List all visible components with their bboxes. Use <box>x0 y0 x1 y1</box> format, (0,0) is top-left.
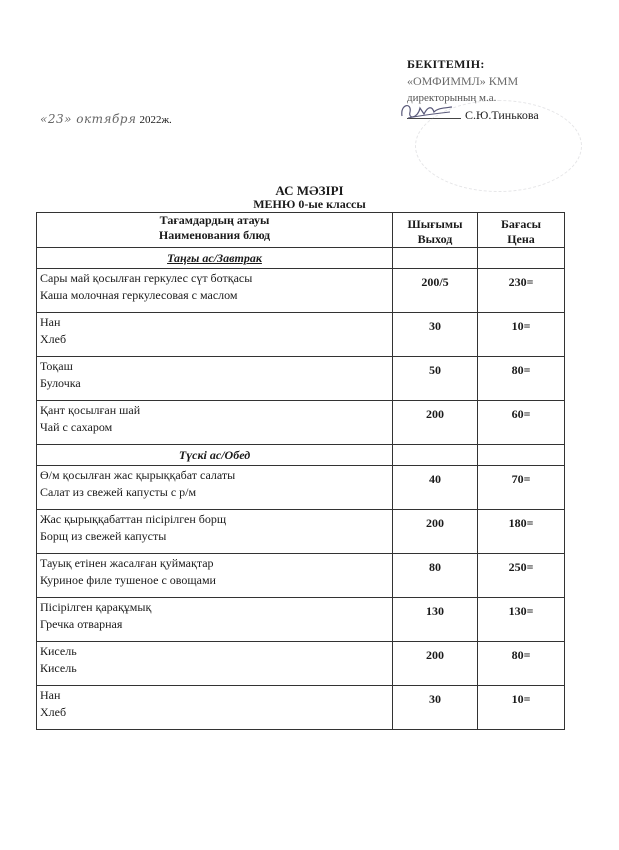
dish-name-kk: Нан <box>40 315 61 329</box>
table-header-row <box>37 213 565 248</box>
dish-name-ru: Каша молочная геркулесовая с маслом <box>40 288 238 302</box>
table-row <box>37 642 565 686</box>
dish-name-ru: Куриное филе тушеное с овощами <box>40 573 216 587</box>
header-price <box>478 213 565 248</box>
dish-name-kk: Пісірілген қарақұмық <box>40 600 152 614</box>
header-dish-name-ru: Наименования блюд <box>158 228 271 242</box>
dish-name-kk: Сары май қосылған геркулес сүт ботқасы <box>40 271 253 285</box>
dish-price: 130= <box>478 598 565 642</box>
dish-output: 30 <box>393 313 478 357</box>
date-year: 2022ж. <box>139 114 172 126</box>
header-output-kk: Шығымы <box>407 217 463 231</box>
dish-output: 40 <box>393 466 478 510</box>
dish-name-ru: Чай с сахаром <box>40 420 113 434</box>
section-row-lunch <box>37 445 565 466</box>
dish-price: 180= <box>478 510 565 554</box>
approval-position: директорының м.а. <box>407 92 497 104</box>
menu-table <box>36 212 565 730</box>
dish-name-kk: Тауық етінен жасалған қуймақтар <box>40 556 214 570</box>
header-price-ru: Цена <box>507 232 535 246</box>
header-dish-name-kk: Тағамдардың атауы <box>159 213 270 227</box>
dish-price: 230= <box>478 269 565 313</box>
header-price-kk: Бағасы <box>500 217 542 231</box>
dish-output: 200/5 <box>393 269 478 313</box>
dish-output: 200 <box>393 510 478 554</box>
dish-output: 130 <box>393 598 478 642</box>
section-title: Түскі ас/Обед <box>37 445 393 466</box>
dish-name-kk: Жас қырыққабаттан пісірілген борщ <box>40 512 227 526</box>
table-row <box>37 401 565 445</box>
dish-name-ru: Борщ из свежей капусты <box>40 529 167 543</box>
date-handwritten: «23» октября <box>40 112 137 126</box>
table-row <box>37 598 565 642</box>
dish-price: 80= <box>478 357 565 401</box>
dish-name-ru: Гречка отварная <box>40 617 123 631</box>
header-dish-name <box>37 213 393 248</box>
menu-title-ru: МЕНЮ 0-ые классы <box>253 197 366 211</box>
dish-output: 200 <box>393 642 478 686</box>
dish-price: 60= <box>478 401 565 445</box>
header-output-ru: Выход <box>417 232 453 246</box>
dish-price: 80= <box>478 642 565 686</box>
dish-name-kk: Тоқаш <box>40 359 73 373</box>
dish-name-kk: Нан <box>40 688 61 702</box>
dish-name-ru: Хлеб <box>40 332 67 346</box>
dish-name-ru: Хлеб <box>40 705 67 719</box>
dish-price: 10= <box>478 686 565 730</box>
approval-organization: «ОМФИММЛ» КММ <box>407 74 519 88</box>
dish-output: 200 <box>393 401 478 445</box>
dish-price: 10= <box>478 313 565 357</box>
section-title: Таңғы ас/Завтрак <box>37 248 393 269</box>
approval-title: БЕКІТЕМІН: <box>407 57 485 71</box>
table-row <box>37 313 565 357</box>
section-row-breakfast <box>37 248 565 269</box>
dish-name-kk: Ө/м қосылған жас қырыққабат салаты <box>40 468 236 482</box>
dish-name-ru: Салат из свежей капусты с р/м <box>40 485 197 499</box>
dish-price: 250= <box>478 554 565 598</box>
dish-name-kk: Кисель <box>40 644 77 658</box>
table-row <box>37 357 565 401</box>
approval-director-name: С.Ю.Тинькова <box>465 108 539 122</box>
header-output <box>393 213 478 248</box>
menu-title-kk: АС МӘЗІРІ <box>275 183 344 198</box>
dish-price: 70= <box>478 466 565 510</box>
dish-name-ru: Булочка <box>40 376 81 390</box>
table-row <box>37 269 565 313</box>
dish-name-ru: Кисель <box>40 661 77 675</box>
dish-name-kk: Қант қосылған шай <box>40 403 141 417</box>
table-row <box>37 510 565 554</box>
document-date <box>40 112 172 127</box>
stamp-icon <box>415 100 582 192</box>
dish-output: 50 <box>393 357 478 401</box>
dish-output: 30 <box>393 686 478 730</box>
dish-output: 80 <box>393 554 478 598</box>
table-row <box>37 686 565 730</box>
table-row <box>37 466 565 510</box>
table-row <box>37 554 565 598</box>
